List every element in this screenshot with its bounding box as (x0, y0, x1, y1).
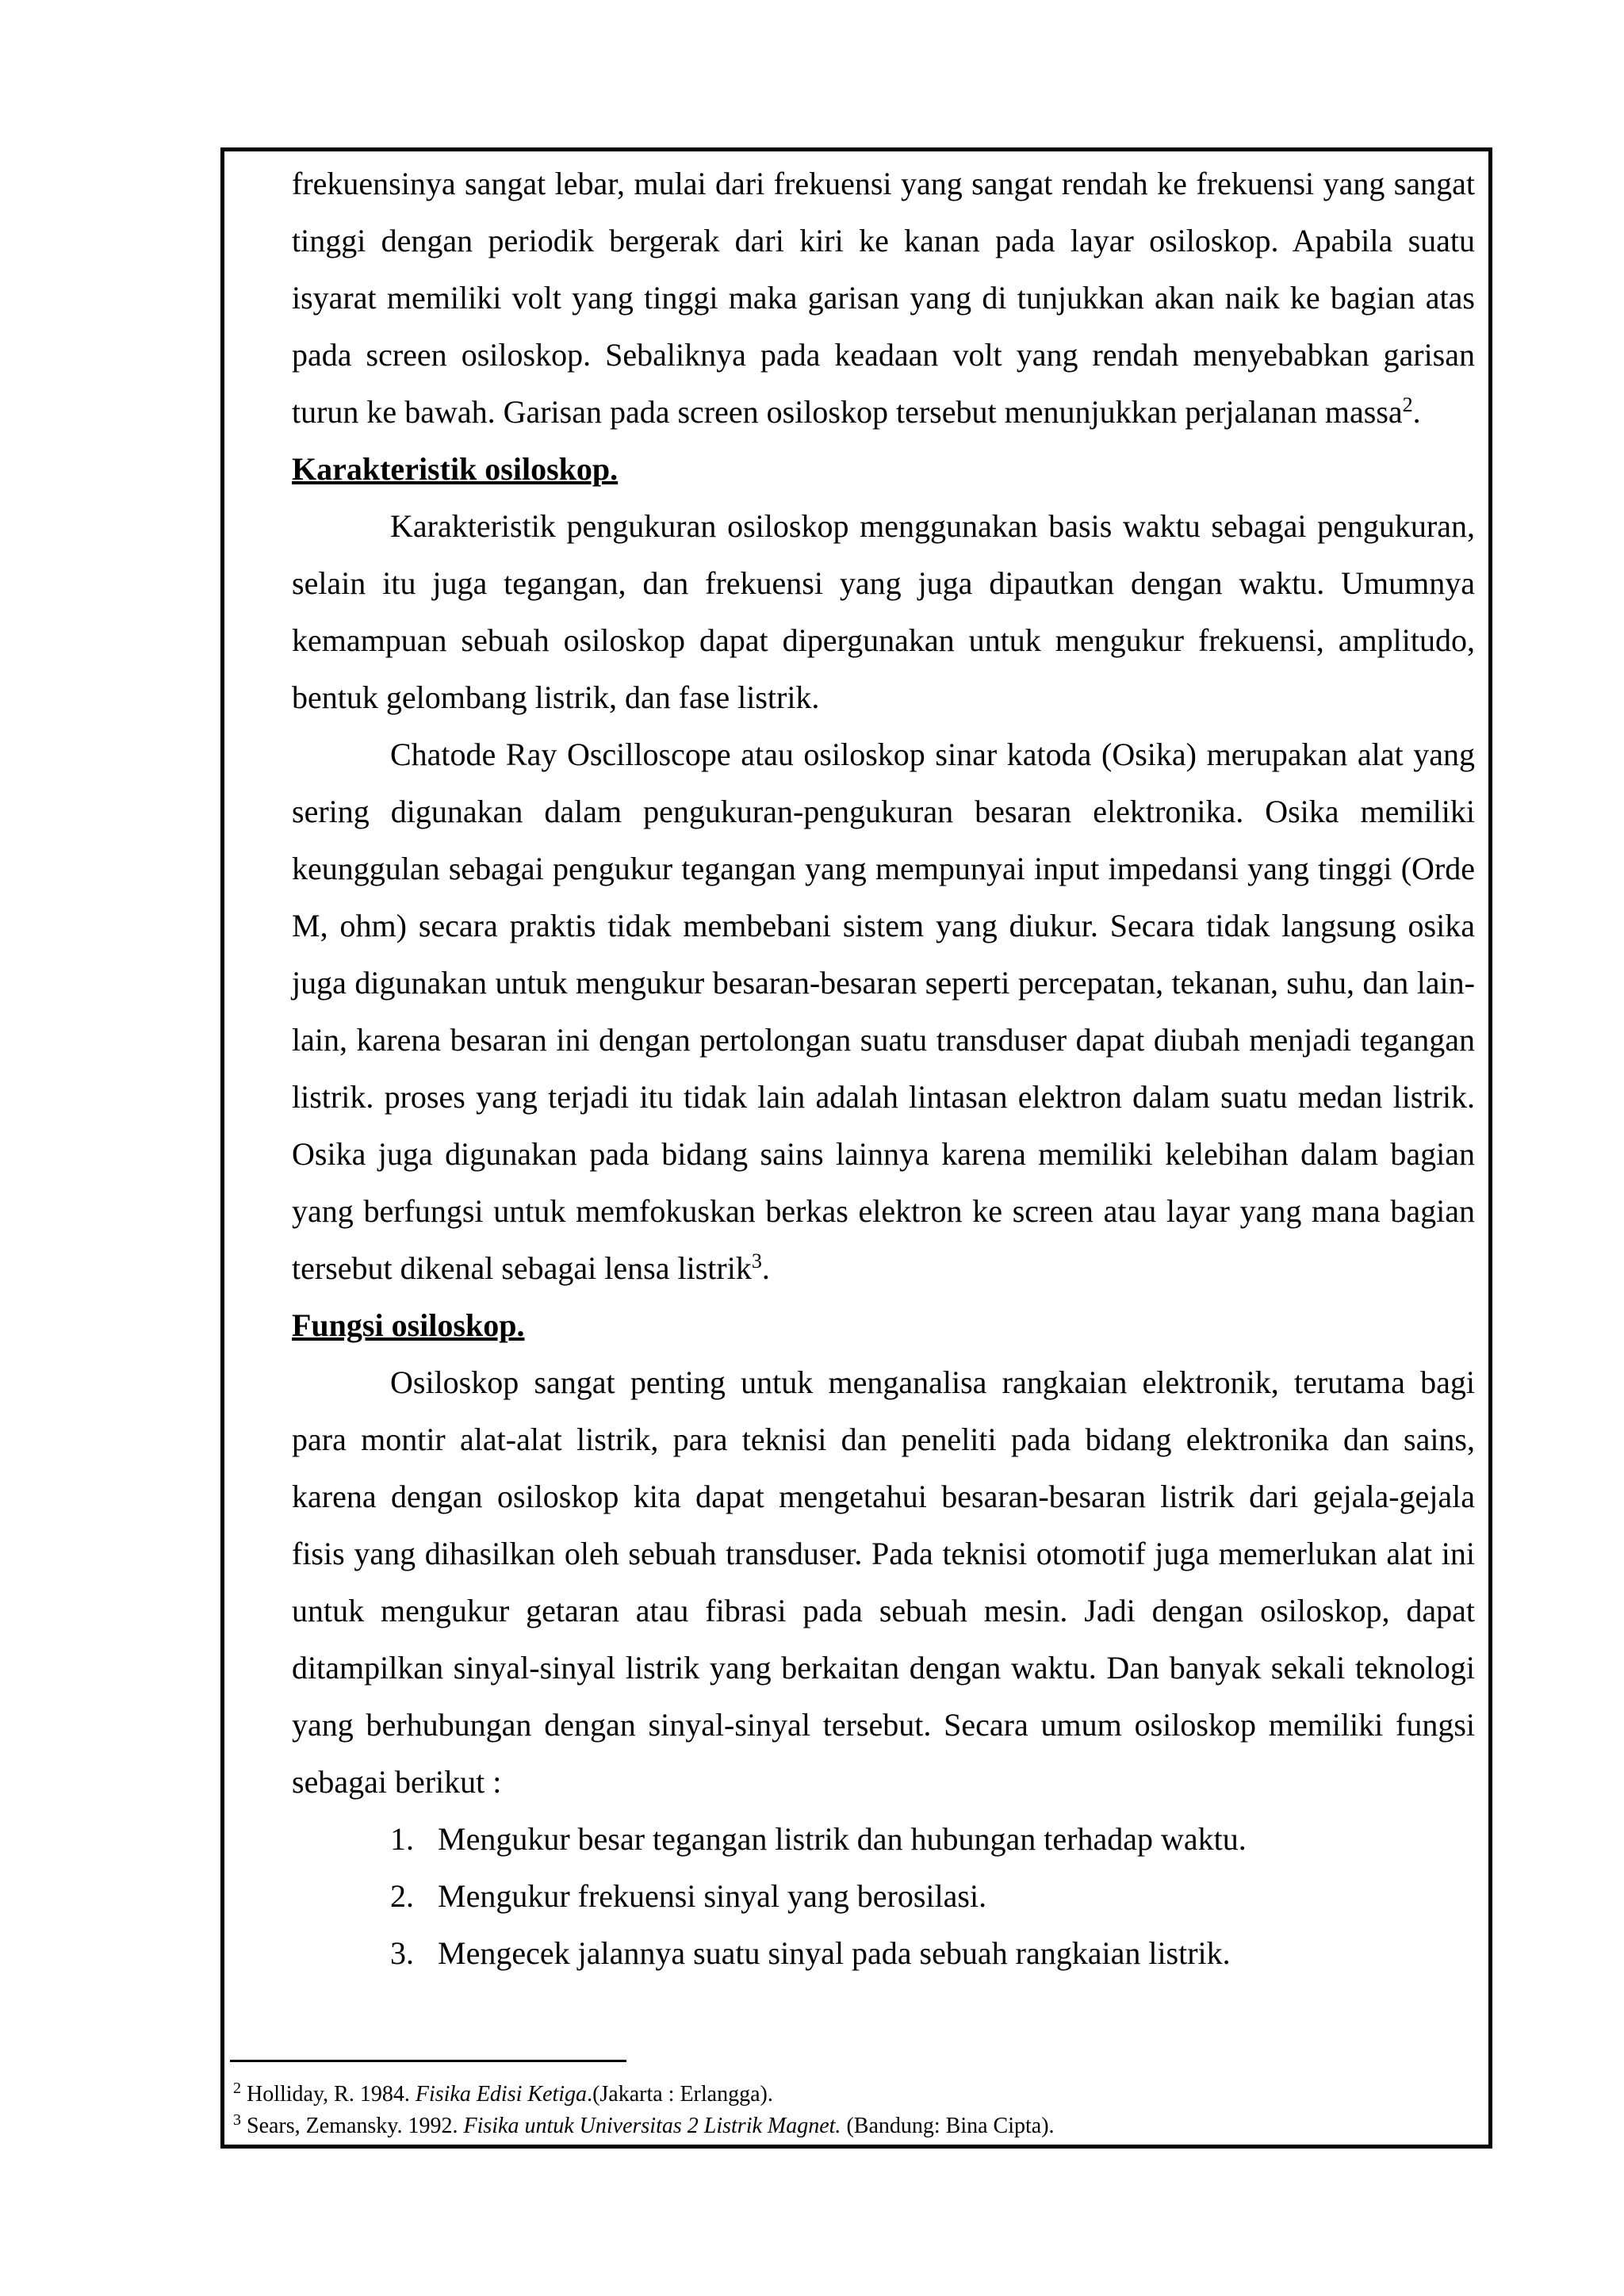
footnote-ref-2: 2 (1402, 393, 1413, 416)
list-number: 2. (390, 1878, 414, 1914)
list-number: 3. (390, 1935, 414, 1971)
footnotes (233, 2079, 1470, 2142)
fungsi-list (292, 1811, 1475, 1982)
footnote-3: $^3$ Sears, Zemansky. 1992. Fisika untuk Universitas 2 Listrik Magnet. (Bandung: Bina Cipta). (233, 2111, 1055, 2138)
heading-karakteristik: Karakteristik osiloskop. (292, 451, 619, 487)
list-item (292, 1811, 1475, 1868)
paragraph-fungsi-1: Osiloskop sangat penting untuk menganalisa rangkaian elektronik, terutama bagi para montir alat-alat listrik, para teknisi dan peneliti pada bidang elektronika dan sains, karena dengan osiloskop kita dapat mengetahui besaran-besaran listrik dari gejala-gejala fisis yang dihasilkan oleh sebuah transduser. Pada teknisi otomotif juga memerlukan alat ini untuk mengukur getaran atau fibrasi pada sebuah mesin. Jadi dengan osiloskop, dapat ditampilkan sinyal-sinyal listrik yang berkaitan dengan waktu. Dan banyak sekali teknologi yang berhubungan dengan sinyal-sinyal tersebut. Secara umum osiloskop memiliki fungsi sebagai berikut : (292, 1364, 1475, 1800)
heading-fungsi: Fungsi osiloskop. (292, 1307, 525, 1343)
footnote-ref-3: 3 (751, 1249, 762, 1272)
list-text: Mengukur frekuensi sinyal yang berosilasi. (438, 1878, 987, 1914)
list-item (292, 1868, 1475, 1925)
paragraph-karakteristik-2: Chatode Ray Oscilloscope atau osiloskop sinar katoda (Osika) merupakan alat yang sering digunakan dalam pengukuran-pengukuran besaran elektronika. Osika memiliki keunggulan sebagai pengukur tegangan yang mempunyai input impedansi yang tinggi (Orde M, ohm) secara praktis tidak membebani sistem yang diukur. Secara tidak langsung osika juga digunakan untuk mengukur besaran-besaran seperti percepatan, tekanan, suhu, dan lain-lain, karena besaran ini dengan pertolongan suatu transduser dapat diubah menjadi tegangan listrik. proses yang terjadi itu tidak lain adalah lintasan elektron dalam suatu medan listrik. Osika juga digunakan pada bidang sains lainnya karena memiliki kelebihan dalam bagian yang berfungsi untuk memfokuskan berkas elektron ke screen atau layar yang mana bagian tersebut dikenal sebagai lensa listrik$^3$. (292, 737, 1475, 1286)
paragraph-karakteristik-1: Karakteristik pengukuran osiloskop menggunakan basis waktu sebagai pengukuran, selain itu juga tegangan, dan frekuensi yang juga dipautkan dengan waktu. Umumnya kemampuan sebuah osiloskop dapat dipergunakan untuk mengukur frekuensi, amplitudo, bentuk gelombang listrik, dan fase listrik. (292, 508, 1475, 715)
paragraph-continuation: frekuensinya sangat lebar, mulai dari frekuensi yang sangat rendah ke frekuensi yang sangat tinggi dengan periodik bergerak dari kiri ke kanan pada layar osiloskop. Apabila suatu isyarat memiliki volt yang tinggi maka garisan yang di tunjukkan akan naik ke bagian atas pada screen osiloskop. Sebaliknya pada keadaan volt yang rendah menyebabkan garisan turun ke bawah. Garisan pada screen osiloskop tersebut menunjukkan perjalanan massa$^2$. (292, 166, 1475, 430)
list-text: Mengecek jalannya suatu sinyal pada sebuah rangkaian listrik. (438, 1935, 1231, 1971)
footnote-title: Fisika Edisi Ketiga (415, 2082, 588, 2107)
footnote-separator (230, 2060, 626, 2062)
document-body (292, 155, 1475, 1982)
list-number: 1. (390, 1821, 414, 1857)
footnote-2: $^2$ Holliday, R. 1984. Fisika Edisi Ketiga.(Jakarta : Erlangga). (233, 2080, 773, 2107)
footnote-title: Fisika untuk Universitas 2 Listrik Magnet. (463, 2114, 841, 2138)
list-text: Mengukur besar tegangan listrik dan hubungan terhadap waktu. (438, 1821, 1247, 1857)
list-item (292, 1925, 1475, 1982)
